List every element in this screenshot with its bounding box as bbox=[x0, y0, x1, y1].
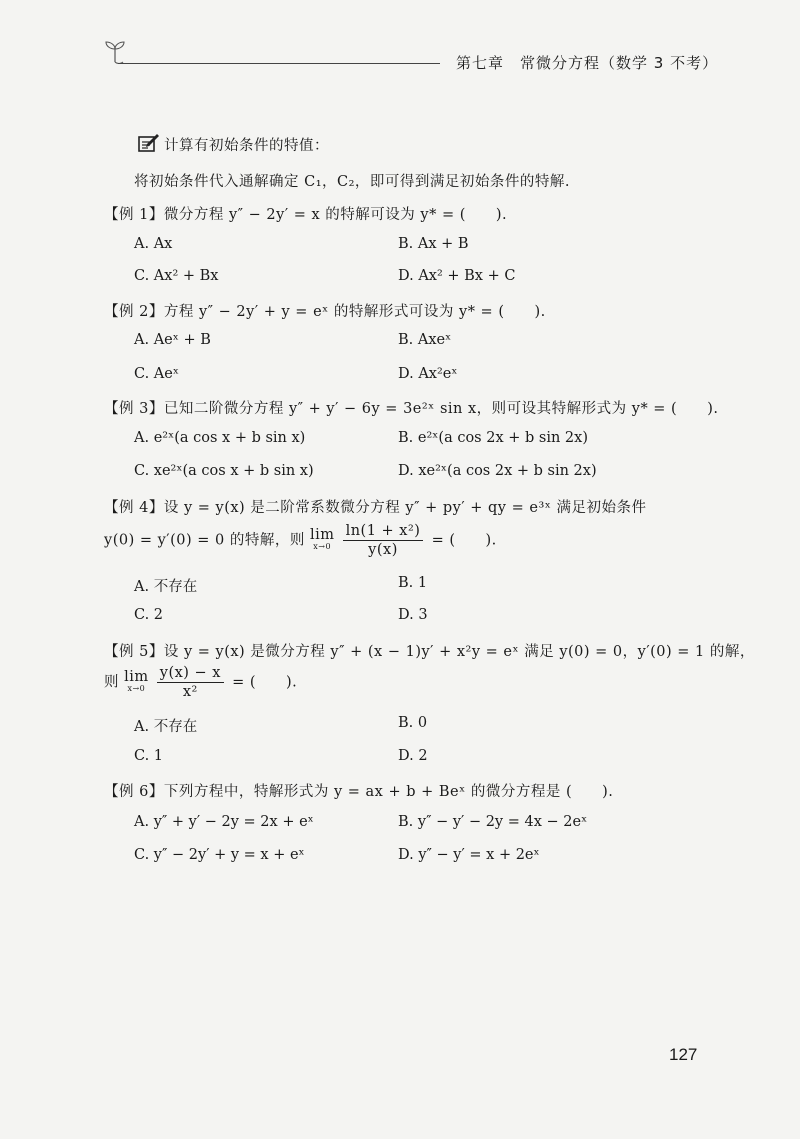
limit-subscript: x→0 bbox=[127, 683, 146, 693]
option-b: B. e²ˣ(a cos 2x + b sin 2x) bbox=[398, 430, 588, 446]
example-question: 微分方程 y″ − 2y′ = x 的特解可设为 y* = ( ). bbox=[163, 207, 508, 223]
option-c: C. y″ − 2y′ + y = x + eˣ bbox=[134, 847, 305, 863]
example-3 bbox=[104, 397, 718, 418]
fraction bbox=[343, 522, 424, 559]
example-label: 【例 3】 bbox=[104, 401, 164, 417]
tip-heading: 计算有初始条件的特值： bbox=[164, 138, 329, 154]
option-b: B. y″ − y′ − 2y = 4x − 2eˣ bbox=[398, 814, 588, 830]
option-b: B. 0 bbox=[398, 715, 428, 731]
example-question-line-1: 设 y = y(x) 是微分方程 y″ + (x − 1)y′ + x²y = eˣ 满足 y(0) = 0，y′(0) = 1 的解， bbox=[163, 644, 755, 660]
option-d: D. Ax²eˣ bbox=[398, 366, 458, 382]
example-question: 已知二阶微分方程 y″ + y′ − 6y = 3e²ˣ sin x，则可设其特解形式为 y* = ( ). bbox=[163, 401, 719, 417]
option-b: B. Ax + B bbox=[398, 236, 469, 252]
example-5 bbox=[104, 640, 755, 661]
option-a: A. y″ + y′ − 2y = 2x + eˣ bbox=[134, 814, 314, 830]
fraction bbox=[157, 664, 224, 701]
example-question-post: = ( ). bbox=[232, 674, 298, 691]
option-d: D. 3 bbox=[398, 607, 428, 623]
example-2 bbox=[104, 300, 546, 321]
fraction-numerator: y(x) − x bbox=[157, 664, 224, 683]
fraction-numerator: ln(1 + x²) bbox=[343, 522, 424, 541]
option-b: B. Axeˣ bbox=[398, 332, 452, 348]
example-label: 【例 6】 bbox=[104, 784, 164, 800]
example-question-post: = ( ). bbox=[431, 532, 497, 549]
example-question: 方程 y″ − 2y′ + y = eˣ 的特解形式可设为 y* = ( ). bbox=[163, 304, 546, 320]
limit: lim x→0 bbox=[124, 668, 149, 693]
option-a: A. e²ˣ(a cos x + b sin x) bbox=[134, 430, 306, 446]
example-label: 【例 2】 bbox=[104, 304, 164, 320]
example-label: 【例 4】 bbox=[104, 500, 164, 516]
example-question-pre: y(0) = y′(0) = 0 的特解，则 bbox=[104, 532, 305, 549]
tip-body: 将初始条件代入通解确定 C₁，C₂，即可得到满足初始条件的特解. bbox=[134, 174, 571, 190]
chapter-title: 第七章 常微分方程（数学 3 不考） bbox=[456, 54, 719, 72]
option-d: D. 2 bbox=[398, 748, 428, 764]
limit: lim x→0 bbox=[309, 526, 335, 551]
example-question: 下列方程中，特解形式为 y = ax + b + Beˣ 的微分方程是 ( ). bbox=[163, 784, 614, 800]
option-c: C. 2 bbox=[134, 607, 164, 623]
option-c: C. Aeˣ bbox=[134, 366, 179, 382]
option-c: C. Ax² + Bx bbox=[134, 268, 219, 284]
option-a: A. 不存在 bbox=[134, 719, 198, 735]
example-5-line-2 bbox=[104, 664, 297, 701]
option-d: D. xe²ˣ(a cos 2x + b sin 2x) bbox=[398, 463, 597, 479]
example-question-line-1: 设 y = y(x) 是二阶常系数微分方程 y″ + py′ + qy = e³ˣ 满足初始条件 bbox=[163, 500, 647, 516]
pencil-note-icon bbox=[138, 133, 160, 153]
limit-subscript: x→0 bbox=[313, 541, 332, 551]
option-a: A. Ax bbox=[134, 236, 173, 252]
example-4-line-2 bbox=[104, 522, 497, 559]
example-label: 【例 1】 bbox=[104, 207, 164, 223]
example-label: 【例 5】 bbox=[104, 644, 164, 660]
option-a: A. 不存在 bbox=[134, 579, 198, 595]
fraction-denominator: x² bbox=[182, 684, 198, 700]
example-question-pre: 则 bbox=[104, 674, 119, 691]
option-a: A. Aeˣ + B bbox=[134, 332, 211, 348]
option-d: D. y″ − y′ = x + 2eˣ bbox=[398, 847, 540, 863]
leaf-icon bbox=[104, 40, 126, 64]
option-b: B. 1 bbox=[398, 575, 428, 591]
header-rule bbox=[118, 63, 440, 64]
example-4 bbox=[104, 496, 647, 517]
example-6 bbox=[104, 780, 613, 801]
fraction-denominator: y(x) bbox=[368, 542, 398, 558]
option-d: D. Ax² + Bx + C bbox=[398, 268, 516, 284]
option-c: C. 1 bbox=[134, 748, 164, 764]
option-c: C. xe²ˣ(a cos x + b sin x) bbox=[134, 463, 314, 479]
example-1 bbox=[104, 203, 507, 224]
page-number: 127 bbox=[669, 1045, 698, 1064]
